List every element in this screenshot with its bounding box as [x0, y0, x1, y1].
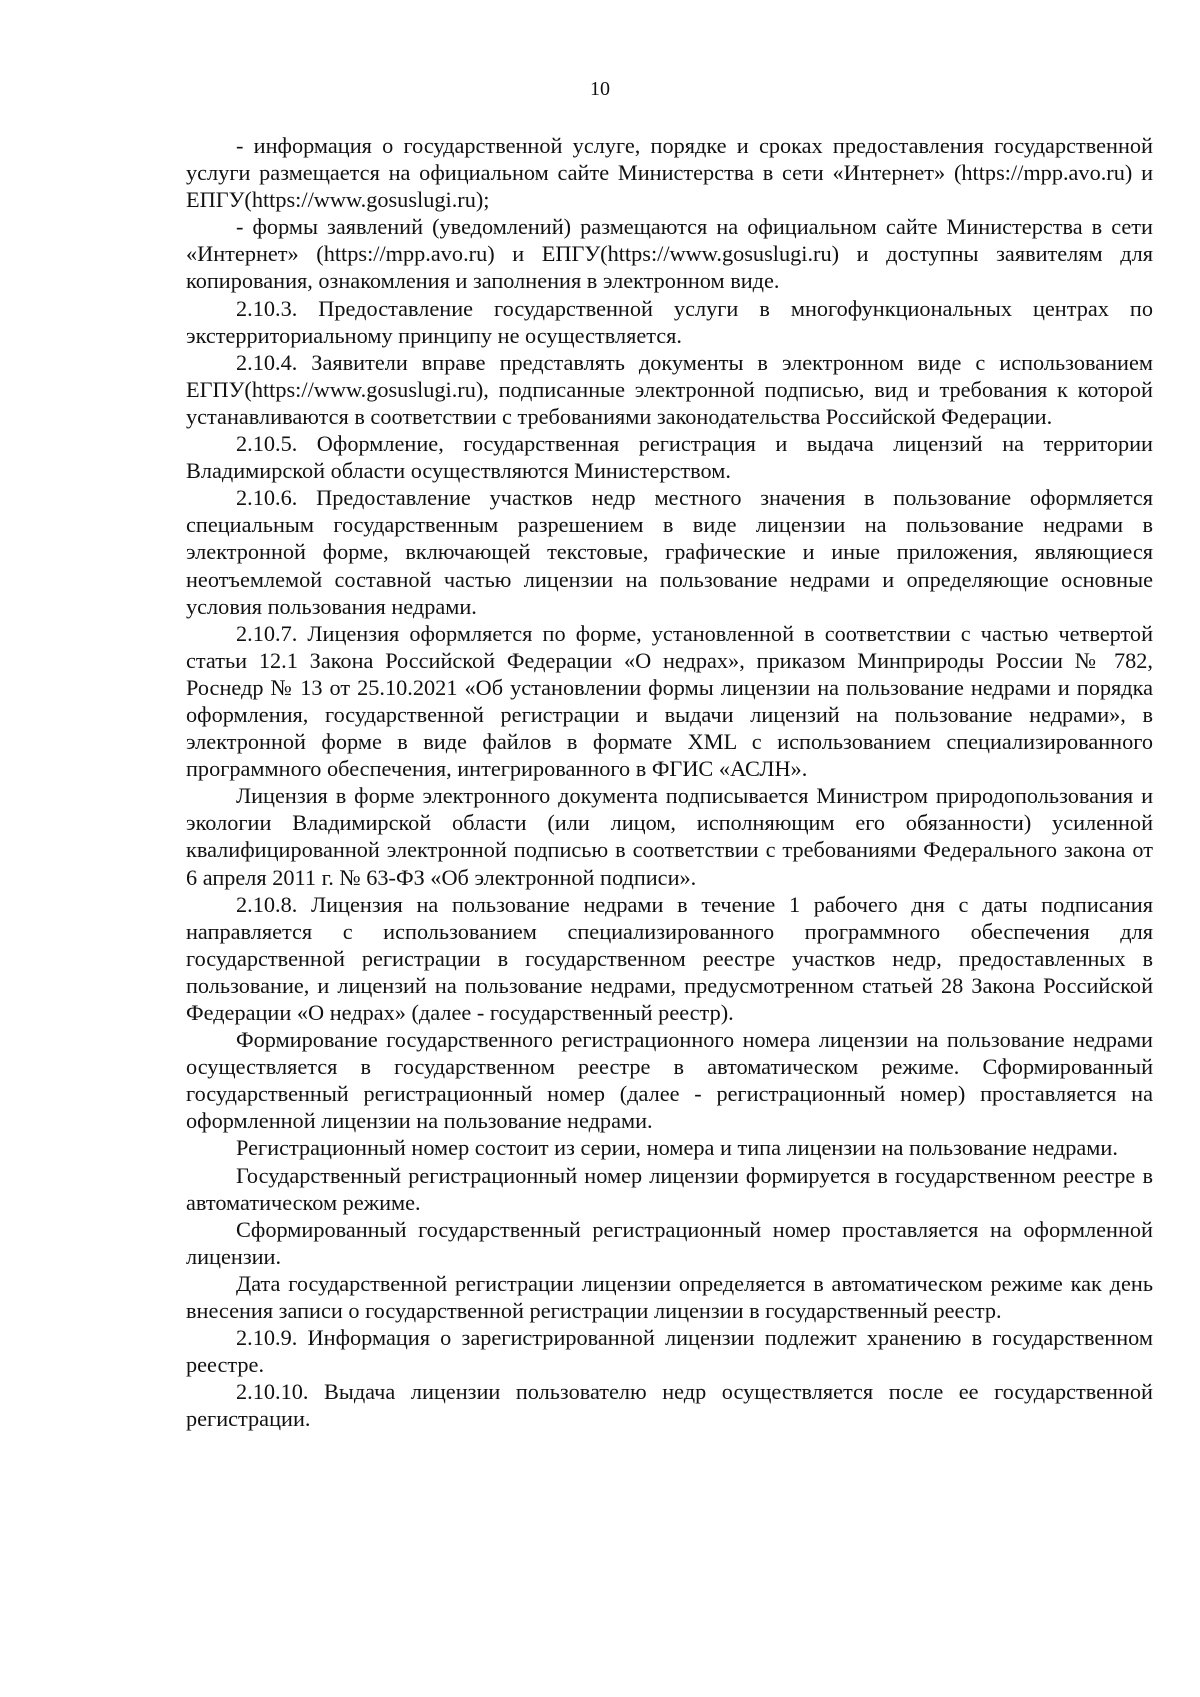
paragraph-2-10-4: 2.10.4. Заявители вправе представлять документы в электронном виде с использованием ЕГПУ(https://www.gosuslugi.ru), подписанные электронной подписью, вид и требования к которой устанавливаются в соответствии с требованиями законодательства Российской Федерации.	[186, 349, 1153, 429]
paragraph-2-10-6: 2.10.6. Предоставление участков недр местного значения в пользование оформляется специальным государственным разрешением в виде лицензии на пользование недрами в электронной форме, включающей текстовые, графические и иные приложения, являющиеся неотъемлемой составной частью лицензии на пользование недрами и определяющие основные условия пользования недрами.	[186, 485, 1153, 619]
paragraph-2-10-5: 2.10.5. Оформление, государственная регистрация и выдача лицензий на территории Владимирской области осуществляются Министерством.	[186, 431, 1153, 484]
paragraph-license-signing: Лицензия в форме электронного документа подписывается Министром природопользования и экологии Владимирской области (или лицом, исполняющим его обязанности) усиленной квалифицированной электронной подписью в соответствии с требованиями Федерального закона от 6 апреля 2011 г. № 63-ФЗ «Об электронной подписи».	[186, 783, 1153, 890]
paragraph-state-registration-number: Государственный регистрационный номер лицензии формируется в государственном реестре в автоматическом режиме.	[186, 1162, 1153, 1215]
paragraph-2-10-8: 2.10.8. Лицензия на пользование недрами в течение 1 рабочего дня с даты подписания направляется с использованием специализированного программного обеспечения для государственной регистрации в государственном реестре участков недр, предоставленных в пользование, и лицензий на пользование недрами, предусмотренном статьей 28 Закона Российской Федерации «О недрах» (далее - государственный реестр).	[186, 891, 1153, 1025]
paragraph-registration-number-structure: Регистрационный номер состоит из серии, номера и типа лицензии на пользование недрами.	[236, 1135, 1118, 1161]
paragraph-2-10-9: 2.10.9. Информация о зарегистрированной лицензии подлежит хранению в государственном реестре.	[186, 1325, 1153, 1378]
paragraph-application-forms: - формы заявлений (уведомлений) размещаются на официальном сайте Министерства в сети «Интернет» (https://mpp.avo.ru) и ЕПГУ(https://www.gosuslugi.ru) и доступны заявителям для копирования, ознакомления и заполнения в электронном виде.	[186, 214, 1153, 294]
paragraph-2-10-7: 2.10.7. Лицензия оформляется по форме, установленной в соответствии с частью четвертой статьи 12.1 Закона Российской Федерации «О недрах», приказом Минприроды России № 782, Роснедр № 13 от 25.10.2021 «Об установлении формы лицензии на пользование недрами и порядка оформления, государственной регистрации и выдачи лицензий на пользование недрами», в электронной форме в виде файлов в формате XML с использованием специализированного программного обеспечения, интегрированного в ФГИС «АСЛН».	[186, 620, 1153, 782]
paragraph-2-10-3: 2.10.3. Предоставление государственной услуги в многофункциональных центрах по экстерриториальному принципу не осуществляется.	[186, 295, 1153, 348]
document-body	[186, 132, 1153, 1433]
paragraph-info-service: - информация о государственной услуге, порядке и сроках предоставления государственной услуги размещается на официальном сайте Министерства в сети «Интернет» (https://mpp.avo.ru) и ЕПГУ(https://www.gosuslugi.ru);	[186, 133, 1153, 213]
page-number: 10	[590, 78, 610, 100]
paragraph-number-placement: Сформированный государственный регистрационный номер проставляется на оформленной лицензии.	[186, 1216, 1153, 1269]
paragraph-registration-number-forming: Формирование государственного регистрационного номера лицензии на пользование недрами осуществляется в государственном реестре в автоматическом режиме. Сформированный государственный регистрационный номер (далее - регистрационный номер) проставляется на оформленной лицензии на пользование недрами.	[186, 1027, 1153, 1134]
paragraph-2-10-10: 2.10.10. Выдача лицензии пользователю недр осуществляется после ее государственной регистрации.	[186, 1379, 1153, 1432]
paragraph-registration-date: Дата государственной регистрации лицензии определяется в автоматическом режиме как день внесения записи о государственной регистрации лицензии в государственный реестр.	[186, 1270, 1153, 1324]
